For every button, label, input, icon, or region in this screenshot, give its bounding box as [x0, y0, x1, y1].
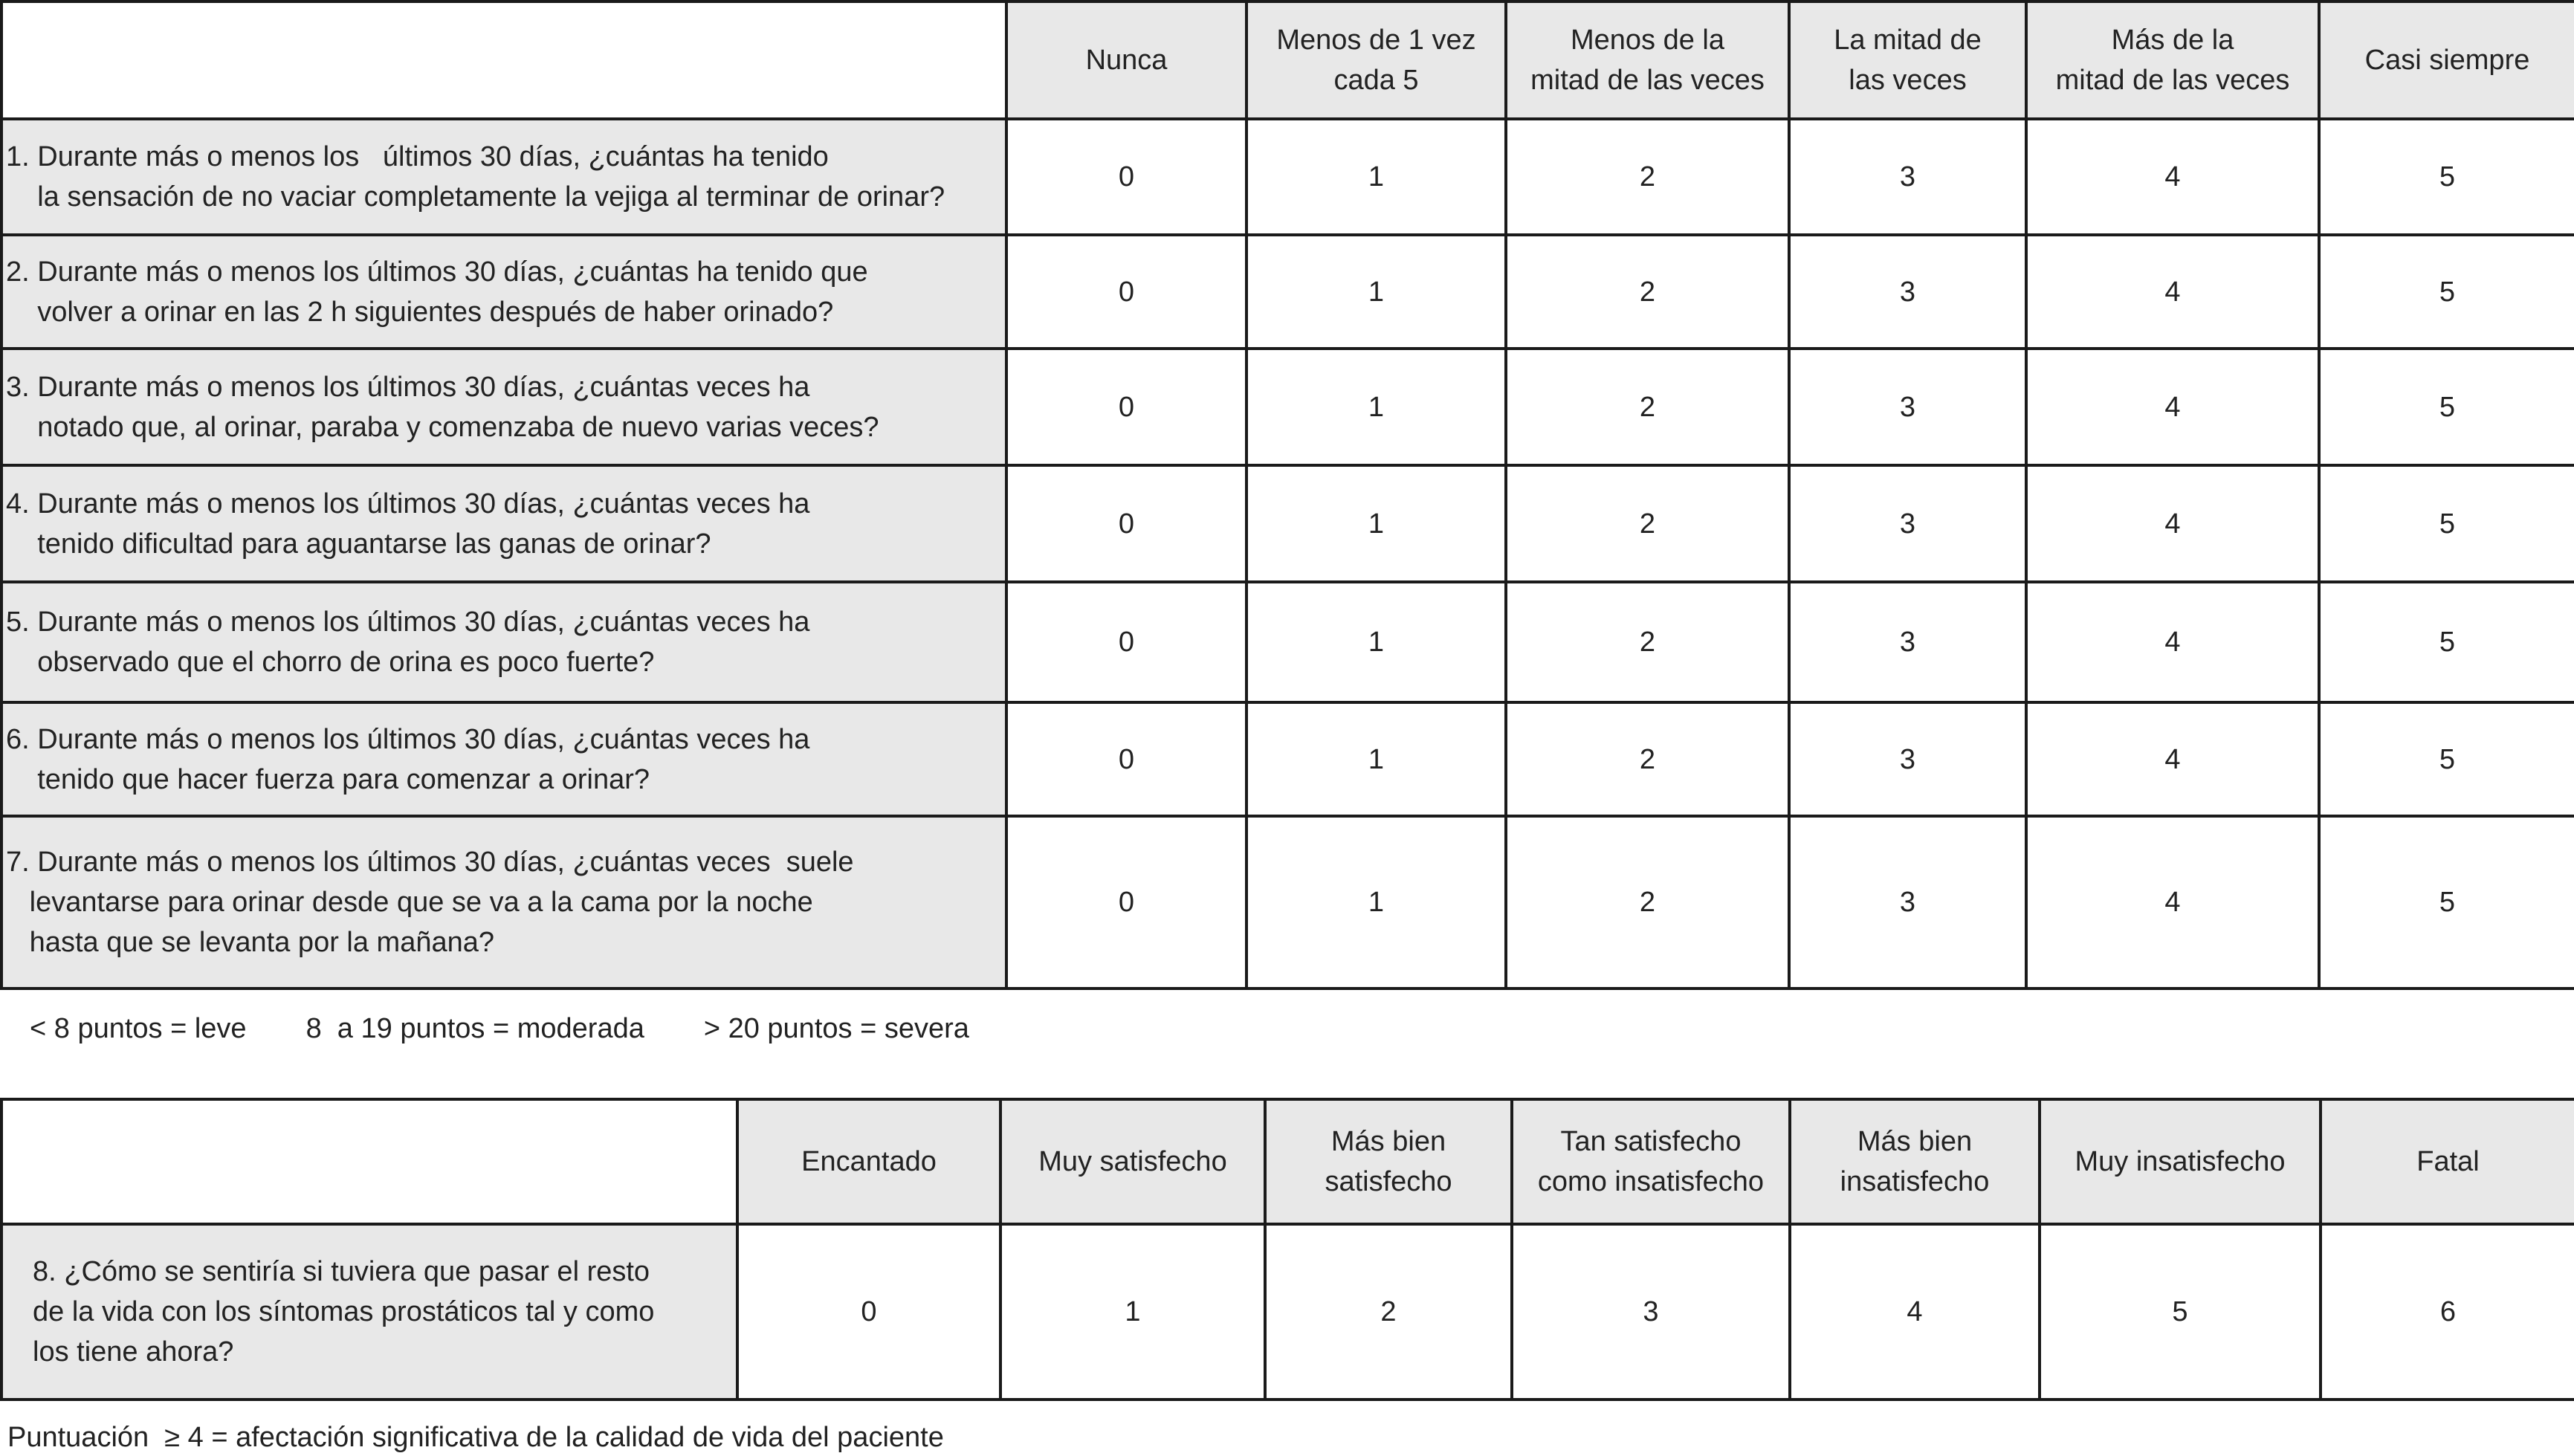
score-cell: 5 — [2319, 816, 2574, 989]
score-cell: 4 — [2026, 816, 2319, 989]
score-cell: 4 — [2026, 582, 2319, 702]
legend-moderada: 8 a 19 puntos = moderada — [305, 1013, 644, 1044]
score-cell: 3 — [1789, 119, 2026, 235]
score-cell: 0 — [1006, 465, 1246, 582]
question-cell: 1. Durante más o menos los últimos 30 días, ¿cuántas ha tenido la sensación de no vaciar completamente la vejiga al terminar de orinar? — [1, 119, 1006, 235]
score-cell: 4 — [2026, 119, 2319, 235]
score-cell: 5 — [2319, 119, 2574, 235]
score-cell: 0 — [1006, 235, 1246, 349]
legend-leve: < 8 puntos = leve — [30, 1013, 247, 1044]
col-header-muy-satisfecho: Muy satisfecho — [1000, 1099, 1265, 1224]
score-cell: 3 — [1789, 465, 2026, 582]
score-cell: 2 — [1265, 1224, 1512, 1400]
col-header-casi-siempre: Casi siempre — [2319, 1, 2574, 119]
score-cell: 6 — [2321, 1224, 2574, 1400]
table-header-row — [1, 1, 2574, 119]
score-cell: 3 — [1789, 702, 2026, 816]
score-cell: 1 — [1246, 349, 1506, 465]
table-header-row — [1, 1099, 2574, 1224]
score-cell: 4 — [2026, 702, 2319, 816]
score-cell: 1 — [1246, 702, 1506, 816]
score-cell: 2 — [1506, 465, 1789, 582]
table-row — [1, 465, 2574, 582]
score-cell: 4 — [1790, 1224, 2040, 1400]
quality-of-life-table — [0, 1098, 2574, 1401]
table-row — [1, 349, 2574, 465]
col-header-tan-satisfecho: Tan satisfecho como insatisfecho — [1512, 1099, 1790, 1224]
header-corner-cell — [1, 1, 1006, 119]
col-header-fatal: Fatal — [2321, 1099, 2574, 1224]
score-cell: 1 — [1246, 465, 1506, 582]
col-header-menos-mitad: Menos de la mitad de las veces — [1506, 1, 1789, 119]
score-cell: 2 — [1506, 702, 1789, 816]
col-header-mas-bien-insatisfecho: Más bien insatisfecho — [1790, 1099, 2040, 1224]
col-header-nunca: Nunca — [1006, 1, 1246, 119]
score-cell: 4 — [2026, 349, 2319, 465]
score-cell: 3 — [1789, 582, 2026, 702]
score-cell: 2 — [1506, 119, 1789, 235]
score-cell: 0 — [1006, 349, 1246, 465]
score-cell: 2 — [1506, 349, 1789, 465]
score-cell: 2 — [1506, 582, 1789, 702]
score-cell: 3 — [1789, 816, 2026, 989]
score-cell: 4 — [2026, 465, 2319, 582]
score-cell: 1 — [1000, 1224, 1265, 1400]
table-row — [1, 1224, 2574, 1400]
score-cell: 2 — [1506, 235, 1789, 349]
score-cell: 0 — [1006, 702, 1246, 816]
score-cell: 2 — [1506, 816, 1789, 989]
score-cell: 3 — [1512, 1224, 1790, 1400]
score-cell: 5 — [2319, 465, 2574, 582]
score-cell: 5 — [2319, 582, 2574, 702]
score-cell: 0 — [1006, 582, 1246, 702]
score-cell: 5 — [2319, 702, 2574, 816]
col-header-mitad: La mitad de las veces — [1789, 1, 2026, 119]
score-cell: 1 — [1246, 235, 1506, 349]
table-row — [1, 816, 2574, 989]
question-cell: 5. Durante más o menos los últimos 30 días, ¿cuántas veces ha observado que el chorro de orina es poco fuerte? — [1, 582, 1006, 702]
question-cell: 2. Durante más o menos los últimos 30 días, ¿cuántas ha tenido que volver a orinar en las 2 h siguientes después de haber orinado? — [1, 235, 1006, 349]
table-row — [1, 119, 2574, 235]
col-header-encantado: Encantado — [737, 1099, 1000, 1224]
score-cell: 1 — [1246, 582, 1506, 702]
score-cell: 1 — [1246, 816, 1506, 989]
score-cell: 5 — [2319, 235, 2574, 349]
header-corner-cell — [1, 1099, 737, 1224]
question-cell: 8. ¿Cómo se sentiría si tuviera que pasar el resto de la vida con los síntomas prostáticos tal y como los tiene ahora? — [1, 1224, 737, 1400]
score-cell: 0 — [737, 1224, 1000, 1400]
col-header-mas-bien-satisfecho: Más bien satisfecho — [1265, 1099, 1512, 1224]
table-row — [1, 582, 2574, 702]
score-cell: 5 — [2040, 1224, 2321, 1400]
col-header-muy-insatisfecho: Muy insatisfecho — [2040, 1099, 2321, 1224]
legend-severa: > 20 puntos = severa — [703, 1013, 969, 1044]
score-cell: 3 — [1789, 349, 2026, 465]
col-header-mas-mitad: Más de la mitad de las veces — [2026, 1, 2319, 119]
question-cell: 3. Durante más o menos los últimos 30 días, ¿cuántas veces ha notado que, al orinar, paraba y comenzaba de nuevo varias veces? — [1, 349, 1006, 465]
score-cell: 0 — [1006, 119, 1246, 235]
score-cell: 3 — [1789, 235, 2026, 349]
score-cell: 0 — [1006, 816, 1246, 989]
score-cell: 1 — [1246, 119, 1506, 235]
table-row — [1, 702, 2574, 816]
footer-note: Puntuación ≥ 4 = afectación significativa de la calidad de vida del paciente — [7, 1422, 944, 1453]
col-header-menos-1-vez-cada-5: Menos de 1 vez cada 5 — [1246, 1, 1506, 119]
severity-legend — [30, 1012, 1029, 1045]
score-cell: 4 — [2026, 235, 2319, 349]
table-row — [1, 235, 2574, 349]
question-cell: 4. Durante más o menos los últimos 30 días, ¿cuántas veces ha tenido dificultad para aguantarse las ganas de orinar? — [1, 465, 1006, 582]
question-cell: 7. Durante más o menos los últimos 30 días, ¿cuántas veces suele levantarse para orinar desde que se va a la cama por la noche hasta que se levanta por la mañana? — [1, 816, 1006, 989]
question-cell: 6. Durante más o menos los últimos 30 días, ¿cuántas veces ha tenido que hacer fuerza para comenzar a orinar? — [1, 702, 1006, 816]
score-cell: 5 — [2319, 349, 2574, 465]
